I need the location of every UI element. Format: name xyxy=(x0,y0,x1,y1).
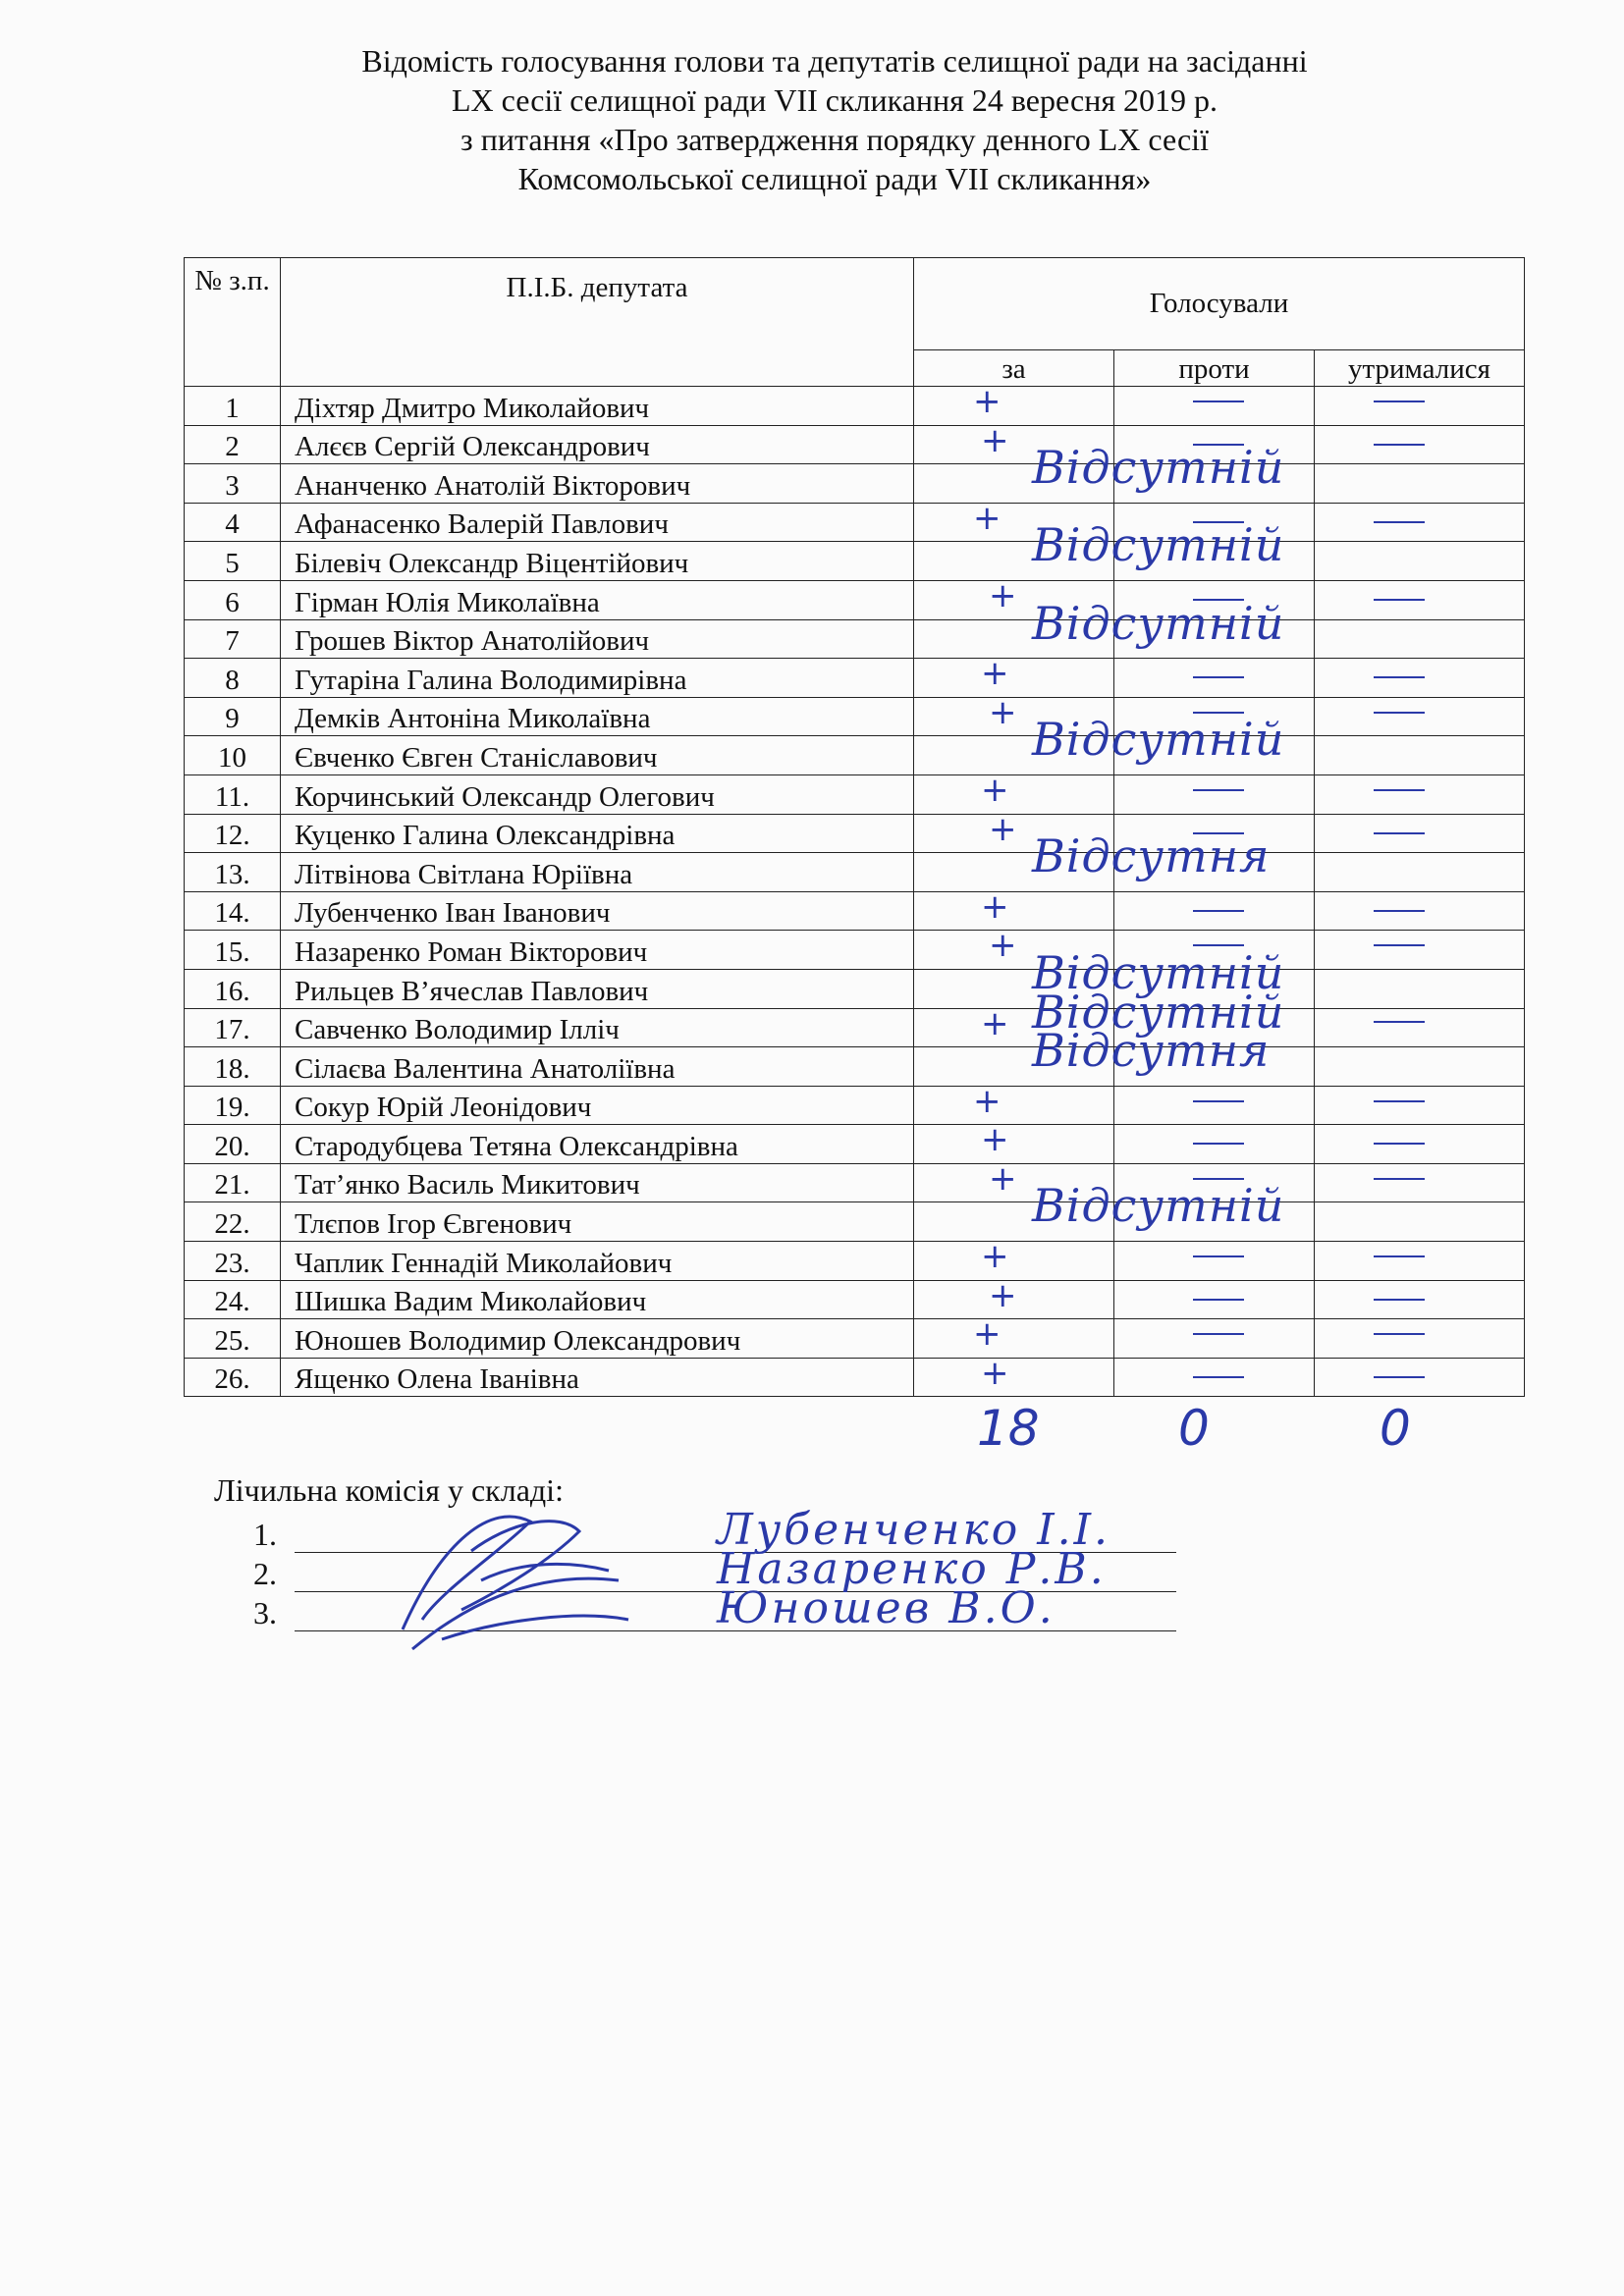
plus-mark: + xyxy=(989,1275,1017,1315)
dash-mark xyxy=(1374,1021,1425,1023)
row-name: Юношев Володимир Олександрович xyxy=(281,1319,914,1359)
commission-member-name: Юношев В.О. xyxy=(717,1583,1056,1633)
table-row xyxy=(185,503,1525,542)
dash-mark xyxy=(1193,676,1244,678)
cell-against xyxy=(1114,736,1315,775)
cell-abstained xyxy=(1315,774,1525,814)
cell-abstained xyxy=(1315,387,1525,426)
cell-abstained xyxy=(1315,1358,1525,1397)
absent-note: Відсутній xyxy=(1032,518,1285,572)
cell-for xyxy=(914,1120,1114,1164)
table-row xyxy=(185,659,1525,698)
row-num: 22. xyxy=(185,1202,281,1242)
dash-mark xyxy=(1374,1376,1425,1378)
dash-mark xyxy=(1193,789,1244,791)
dash-mark xyxy=(1374,1143,1425,1145)
header-against: проти xyxy=(1114,350,1315,387)
row-num: 14. xyxy=(185,891,281,931)
cell-abstained xyxy=(1315,1047,1525,1087)
cell-for xyxy=(914,1353,1114,1397)
table-row xyxy=(185,1086,1525,1125)
cell-abstained xyxy=(1315,969,1525,1008)
cell-abstained xyxy=(1315,1319,1525,1359)
table-row xyxy=(185,542,1525,581)
cell-abstained xyxy=(1315,1163,1525,1202)
dash-mark xyxy=(1193,1100,1244,1102)
cell-abstained xyxy=(1315,736,1525,775)
row-num: 24. xyxy=(185,1280,281,1319)
table-row xyxy=(185,1242,1525,1281)
cell-abstained xyxy=(1315,814,1525,853)
title-line-4: Комсомольської селищної ради VII скликання» xyxy=(517,161,1152,196)
row-num: 5 xyxy=(185,542,281,581)
cell-against xyxy=(1114,1202,1315,1242)
cell-abstained xyxy=(1315,853,1525,892)
cell-abstained xyxy=(1315,503,1525,542)
row-name: Тлєпов Ігор Євгенович xyxy=(281,1202,914,1242)
row-num: 20. xyxy=(185,1125,281,1164)
plus-mark: + xyxy=(989,926,1017,966)
header-voted: Голосували xyxy=(914,258,1525,350)
row-name: Білевіч Олександр Віцентійович xyxy=(281,542,914,581)
header-name: П.І.Б. депутата xyxy=(281,258,914,387)
cell-abstained xyxy=(1315,619,1525,659)
cell-for xyxy=(914,596,1285,659)
table-row xyxy=(185,580,1525,619)
plus-mark: + xyxy=(989,692,1017,732)
row-num: 16. xyxy=(185,969,281,1008)
cell-abstained xyxy=(1315,425,1525,464)
dash-mark xyxy=(1193,910,1244,912)
plus-mark: + xyxy=(989,809,1017,849)
cell-against xyxy=(1114,1086,1315,1125)
cell-abstained xyxy=(1315,931,1525,970)
cell-abstained xyxy=(1315,891,1525,931)
row-name: Стародубцева Тетяна Олександрівна xyxy=(281,1125,914,1164)
cell-abstained xyxy=(1315,1086,1525,1125)
dash-mark xyxy=(1193,1333,1244,1335)
commission-label: Лічильна комісія у складі: xyxy=(214,1472,564,1508)
plus-mark: + xyxy=(981,1353,1009,1393)
cell-for xyxy=(914,1179,1285,1242)
dash-mark xyxy=(1193,1299,1244,1301)
cell-abstained xyxy=(1315,659,1525,698)
row-num: 4 xyxy=(185,503,281,542)
plus-mark: + xyxy=(989,575,1017,615)
total-abstained: 0 xyxy=(1380,1400,1411,1457)
cell-against xyxy=(1114,891,1315,931)
cell-against xyxy=(1114,542,1315,581)
cell-against xyxy=(1114,1242,1315,1281)
table-row xyxy=(185,969,1525,1008)
plus-mark: + xyxy=(981,770,1009,810)
cell-for xyxy=(914,770,1114,814)
cell-for xyxy=(914,829,1271,892)
signature-scribbles xyxy=(383,1482,638,1669)
row-num: 18. xyxy=(185,1047,281,1087)
header-num xyxy=(185,258,281,387)
row-num: 3 xyxy=(185,464,281,504)
cell-for xyxy=(914,382,1114,426)
dash-mark xyxy=(1374,1100,1425,1102)
table-row xyxy=(185,1202,1525,1242)
commission-member-name: Лубенченко І.І. xyxy=(717,1505,1110,1555)
dash-mark xyxy=(1374,1255,1425,1257)
absent-note: Відсутній xyxy=(1032,441,1285,495)
commission-number: 2. xyxy=(253,1556,277,1591)
row-name: Сілаєва Валентина Анатоліївна xyxy=(281,1047,914,1087)
row-name: Літвінова Світлана Юріївна xyxy=(281,853,914,892)
table-row xyxy=(185,1008,1525,1047)
cell-against xyxy=(1114,774,1315,814)
row-name: Грошев Віктор Анатолійович xyxy=(281,619,914,659)
row-num: 6 xyxy=(185,580,281,619)
row-num: 12. xyxy=(185,814,281,853)
table-row xyxy=(185,1047,1525,1087)
cell-for xyxy=(914,441,1285,504)
commission-member-name: Назаренко Р.В. xyxy=(717,1544,1107,1594)
row-num: 10 xyxy=(185,736,281,775)
table-row xyxy=(185,697,1525,736)
table-row xyxy=(185,387,1525,426)
dash-mark xyxy=(1374,676,1425,678)
absent-note: Відсутній xyxy=(1032,985,1285,1039)
row-num: 1 xyxy=(185,387,281,426)
row-num: 13. xyxy=(185,853,281,892)
table-row xyxy=(185,1319,1525,1359)
row-name: Євченко Євген Станіславович xyxy=(281,736,914,775)
table-row xyxy=(185,931,1525,970)
document-title xyxy=(196,41,1473,198)
plus-mark: + xyxy=(989,1158,1017,1199)
absent-note: Відсутній xyxy=(1032,1179,1285,1233)
total-for: 18 xyxy=(977,1400,1040,1457)
cell-for xyxy=(914,654,1114,698)
dash-mark xyxy=(1374,789,1425,791)
cell-abstained xyxy=(1315,542,1525,581)
plus-mark: + xyxy=(981,420,1009,460)
cell-against xyxy=(1114,1358,1315,1397)
cell-abstained xyxy=(1315,580,1525,619)
dash-mark xyxy=(1374,1333,1425,1335)
row-num: 2 xyxy=(185,425,281,464)
row-name: Куценко Галина Олександрівна xyxy=(281,814,914,853)
row-name: Чаплик Геннадій Миколайович xyxy=(281,1242,914,1281)
dash-mark xyxy=(1374,599,1425,601)
row-num: 7 xyxy=(185,619,281,659)
table-row xyxy=(185,774,1525,814)
row-name: Гірман Юлія Миколаївна xyxy=(281,580,914,619)
commission-number: 1. xyxy=(253,1517,277,1552)
cell-for xyxy=(914,518,1285,581)
absent-note: Відсутня xyxy=(1032,829,1271,883)
dash-mark xyxy=(1193,400,1244,402)
dash-mark xyxy=(1374,400,1425,402)
table-row xyxy=(185,619,1525,659)
plus-mark: + xyxy=(981,1237,1009,1277)
row-name: Алєєв Сергій Олександрович xyxy=(281,425,914,464)
cell-for xyxy=(914,886,1114,931)
row-name: Діхтяр Дмитро Миколайович xyxy=(281,387,914,426)
commission-number: 3. xyxy=(253,1595,277,1630)
table-row xyxy=(185,853,1525,892)
plus-mark: + xyxy=(973,1314,1001,1355)
cell-against xyxy=(1114,1125,1315,1164)
cell-abstained xyxy=(1315,1280,1525,1319)
cell-abstained xyxy=(1315,697,1525,736)
row-num: 15. xyxy=(185,931,281,970)
absent-note: Відсутній xyxy=(1032,945,1285,999)
cell-abstained xyxy=(1315,464,1525,504)
dash-mark xyxy=(1374,832,1425,834)
cell-abstained xyxy=(1315,1202,1525,1242)
row-num: 23. xyxy=(185,1242,281,1281)
row-name: Гутаріна Галина Володимирівна xyxy=(281,659,914,698)
title-line-1: Відомість голосування голови та депутатів селищної ради на засіданні xyxy=(361,43,1308,79)
cell-against xyxy=(1114,464,1315,504)
table-row xyxy=(185,814,1525,853)
row-name: Рильцев В’ячеслав Павлович xyxy=(281,969,914,1008)
row-name: Лубенченко Іван Іванович xyxy=(281,891,914,931)
title-line-3: з питання «Про затвердження порядку денного LX сесії xyxy=(460,122,1209,157)
cell-abstained xyxy=(1315,1008,1525,1047)
row-name: Ященко Олена Іванівна xyxy=(281,1358,914,1397)
absent-note: Відсутній xyxy=(1032,596,1285,650)
title-line-2: LX сесії селищної ради VII скликання 24 вересня 2019 р. xyxy=(451,82,1218,118)
row-num: 9 xyxy=(185,697,281,736)
cell-against xyxy=(1114,1047,1315,1087)
cell-for xyxy=(914,1081,1114,1125)
row-name: Шишка Вадим Миколайович xyxy=(281,1280,914,1319)
plus-mark: + xyxy=(981,1003,1009,1043)
header-for: за xyxy=(914,350,1114,387)
table-row xyxy=(185,1125,1525,1164)
table-row xyxy=(185,1280,1525,1319)
table-row xyxy=(185,425,1525,464)
cell-for xyxy=(914,1024,1271,1087)
cell-against xyxy=(1114,619,1315,659)
row-name: Афанасенко Валерій Павлович xyxy=(281,503,914,542)
dash-mark xyxy=(1193,1143,1244,1145)
row-name: Назаренко Роман Вікторович xyxy=(281,931,914,970)
header-abstained: утрималися xyxy=(1315,350,1525,387)
dash-mark xyxy=(1374,944,1425,946)
row-num: 25. xyxy=(185,1319,281,1359)
dash-mark xyxy=(1193,1376,1244,1378)
cell-for xyxy=(914,1237,1114,1281)
table-row xyxy=(185,1163,1525,1202)
dash-mark xyxy=(1374,910,1425,912)
plus-mark: + xyxy=(973,498,1001,538)
row-name: Корчинський Олександр Олегович xyxy=(281,774,914,814)
table-row xyxy=(185,891,1525,931)
cell-abstained xyxy=(1315,1125,1525,1164)
row-num: 19. xyxy=(185,1086,281,1125)
total-against: 0 xyxy=(1178,1400,1210,1457)
row-num: 21. xyxy=(185,1163,281,1202)
plus-mark: + xyxy=(981,1120,1009,1160)
dash-mark xyxy=(1193,1255,1244,1257)
cell-against xyxy=(1114,387,1315,426)
plus-mark: + xyxy=(973,1081,1001,1121)
dash-mark xyxy=(1374,1299,1425,1301)
cell-abstained xyxy=(1315,1242,1525,1281)
row-name: Савченко Володимир Ілліч xyxy=(281,1008,914,1047)
cell-for xyxy=(914,713,1285,775)
voting-table xyxy=(184,257,1525,1397)
cell-against xyxy=(1114,659,1315,698)
row-name: Демків Антоніна Миколаївна xyxy=(281,697,914,736)
row-name: Тат’янко Василь Микитович xyxy=(281,1163,914,1202)
table-row xyxy=(185,1358,1525,1397)
row-name: Ананченко Анатолій Вікторович xyxy=(281,464,914,504)
plus-mark: + xyxy=(973,382,1001,421)
table-row xyxy=(185,736,1525,775)
header-num-label: № з.п. xyxy=(194,265,270,296)
dash-mark xyxy=(1374,712,1425,714)
dash-mark xyxy=(1374,1178,1425,1180)
plus-mark: + xyxy=(981,654,1009,694)
row-name: Сокур Юрій Леонідович xyxy=(281,1086,914,1125)
cell-for xyxy=(914,1314,1114,1359)
row-num: 8 xyxy=(185,659,281,698)
plus-mark: + xyxy=(981,886,1009,927)
cell-against xyxy=(1114,1280,1315,1319)
table-row xyxy=(185,464,1525,504)
dash-mark xyxy=(1374,444,1425,446)
row-num: 17. xyxy=(185,1008,281,1047)
cell-against xyxy=(1114,1319,1315,1359)
row-num: 11. xyxy=(185,774,281,814)
absent-note: Відсутній xyxy=(1032,713,1285,767)
row-num: 26. xyxy=(185,1358,281,1397)
cell-for xyxy=(914,1275,1114,1319)
absent-note: Відсутня xyxy=(1032,1024,1271,1078)
dash-mark xyxy=(1374,521,1425,523)
cell-against xyxy=(1114,853,1315,892)
